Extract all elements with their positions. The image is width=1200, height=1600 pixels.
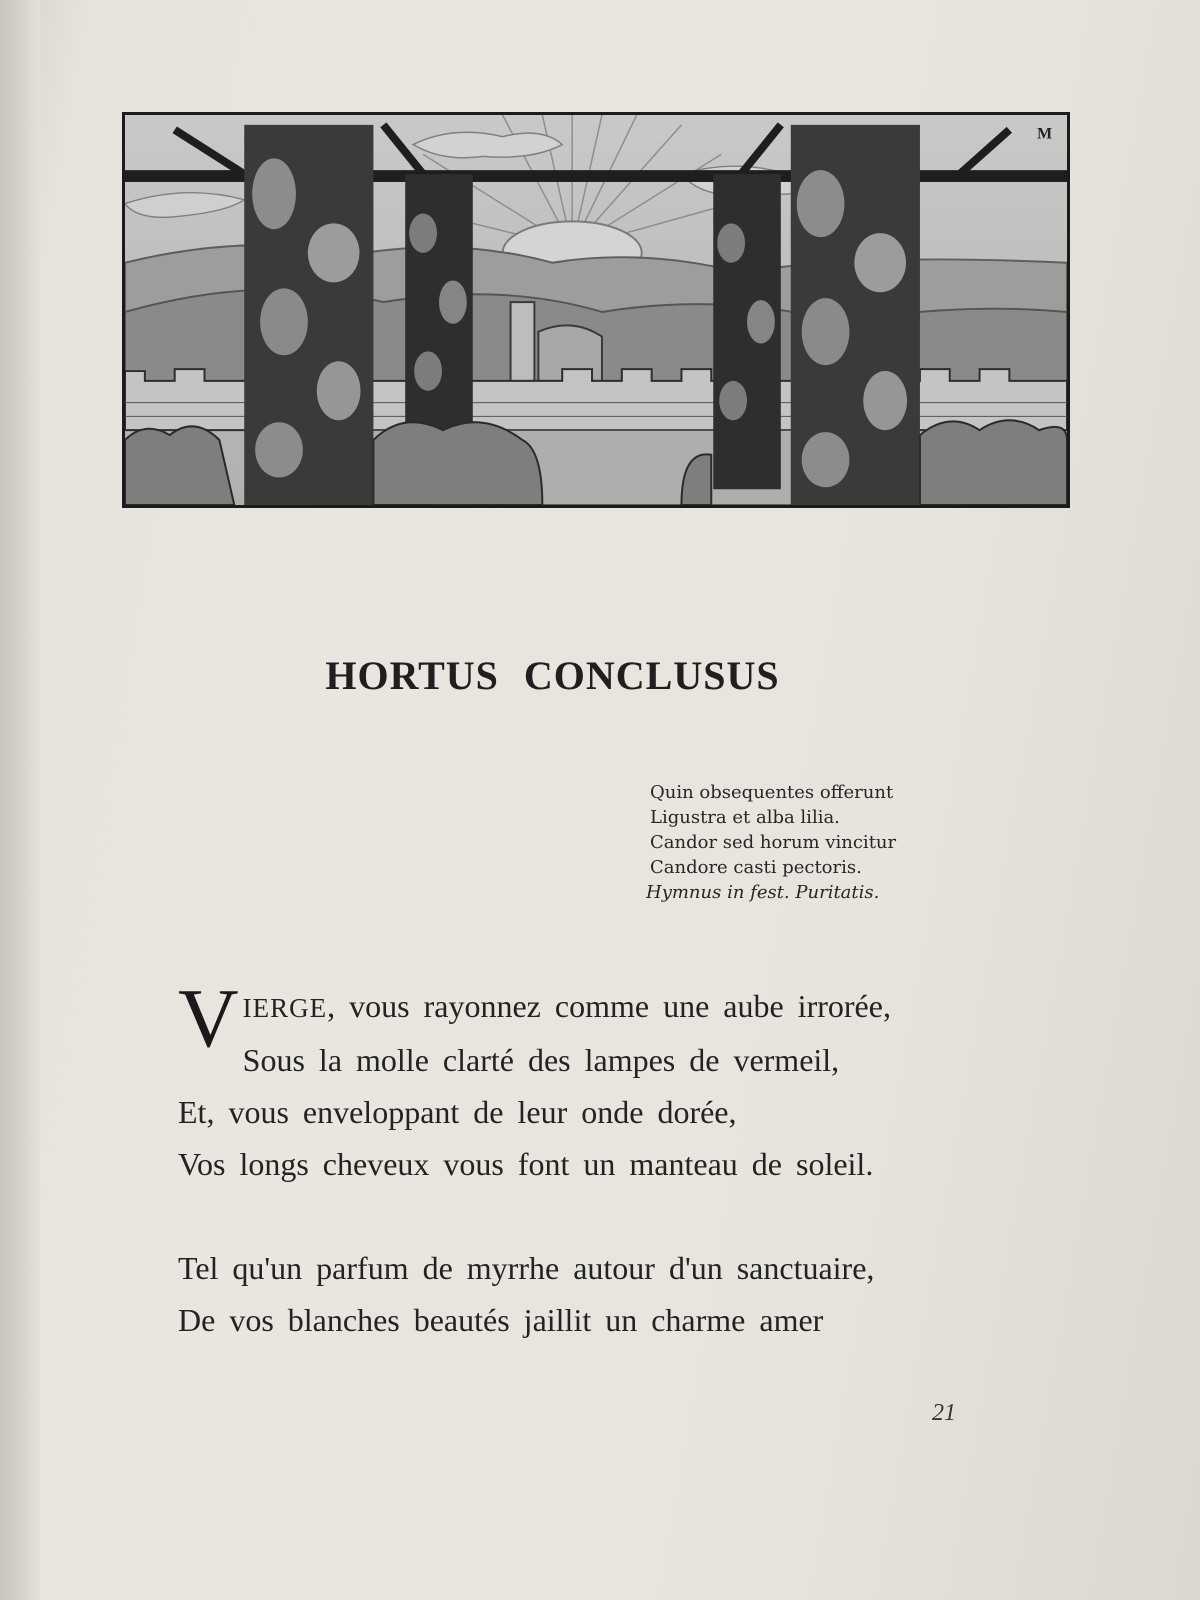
column-right-small	[713, 174, 781, 489]
header-illustration	[122, 112, 1070, 508]
first-line-rest: , vous rayonnez comme une aube irrorée,	[327, 988, 891, 1024]
epigraph-line: Candore casti pectoris.	[650, 857, 862, 878]
stanza-1	[178, 972, 1078, 1190]
first-word-smallcaps: IERGE	[242, 993, 328, 1023]
epigraph-line: Ligustra et alba lilia.	[650, 807, 840, 828]
illustrator-monogram: M	[1037, 125, 1053, 143]
page-number: 21	[932, 1400, 956, 1426]
poem-line: Et, vous enveloppant de leur onde dorée,	[178, 1094, 737, 1130]
epigraph-line: Candor sed horum vincitur	[650, 832, 897, 853]
column-right-large	[791, 125, 920, 505]
poem-title: HORTUS CONCLUSUS	[325, 653, 780, 698]
drop-cap: V	[178, 972, 239, 1065]
epigraph-line: Quin obsequentes offerunt	[650, 782, 894, 803]
stanza-2	[178, 1242, 1078, 1346]
column-left-large	[244, 125, 373, 505]
poem-line: Tel qu'un parfum de myrrhe autour d'un sanctuaire,	[178, 1250, 875, 1286]
poem-line: Vos longs cheveux vous font un manteau de soleil.	[178, 1146, 874, 1182]
book-gutter	[0, 0, 40, 1600]
epigraph	[646, 780, 897, 905]
poem-line: De vos blanches beautés jaillit un charme amer	[178, 1302, 824, 1338]
poem-line: Sous la molle clarté des lampes de vermeil,	[242, 1042, 840, 1078]
garden-engraving	[125, 115, 1067, 505]
poem-body	[178, 972, 1078, 1398]
tower	[511, 302, 535, 381]
epigraph-source: Hymnus in fest. Puritatis.	[646, 882, 880, 903]
